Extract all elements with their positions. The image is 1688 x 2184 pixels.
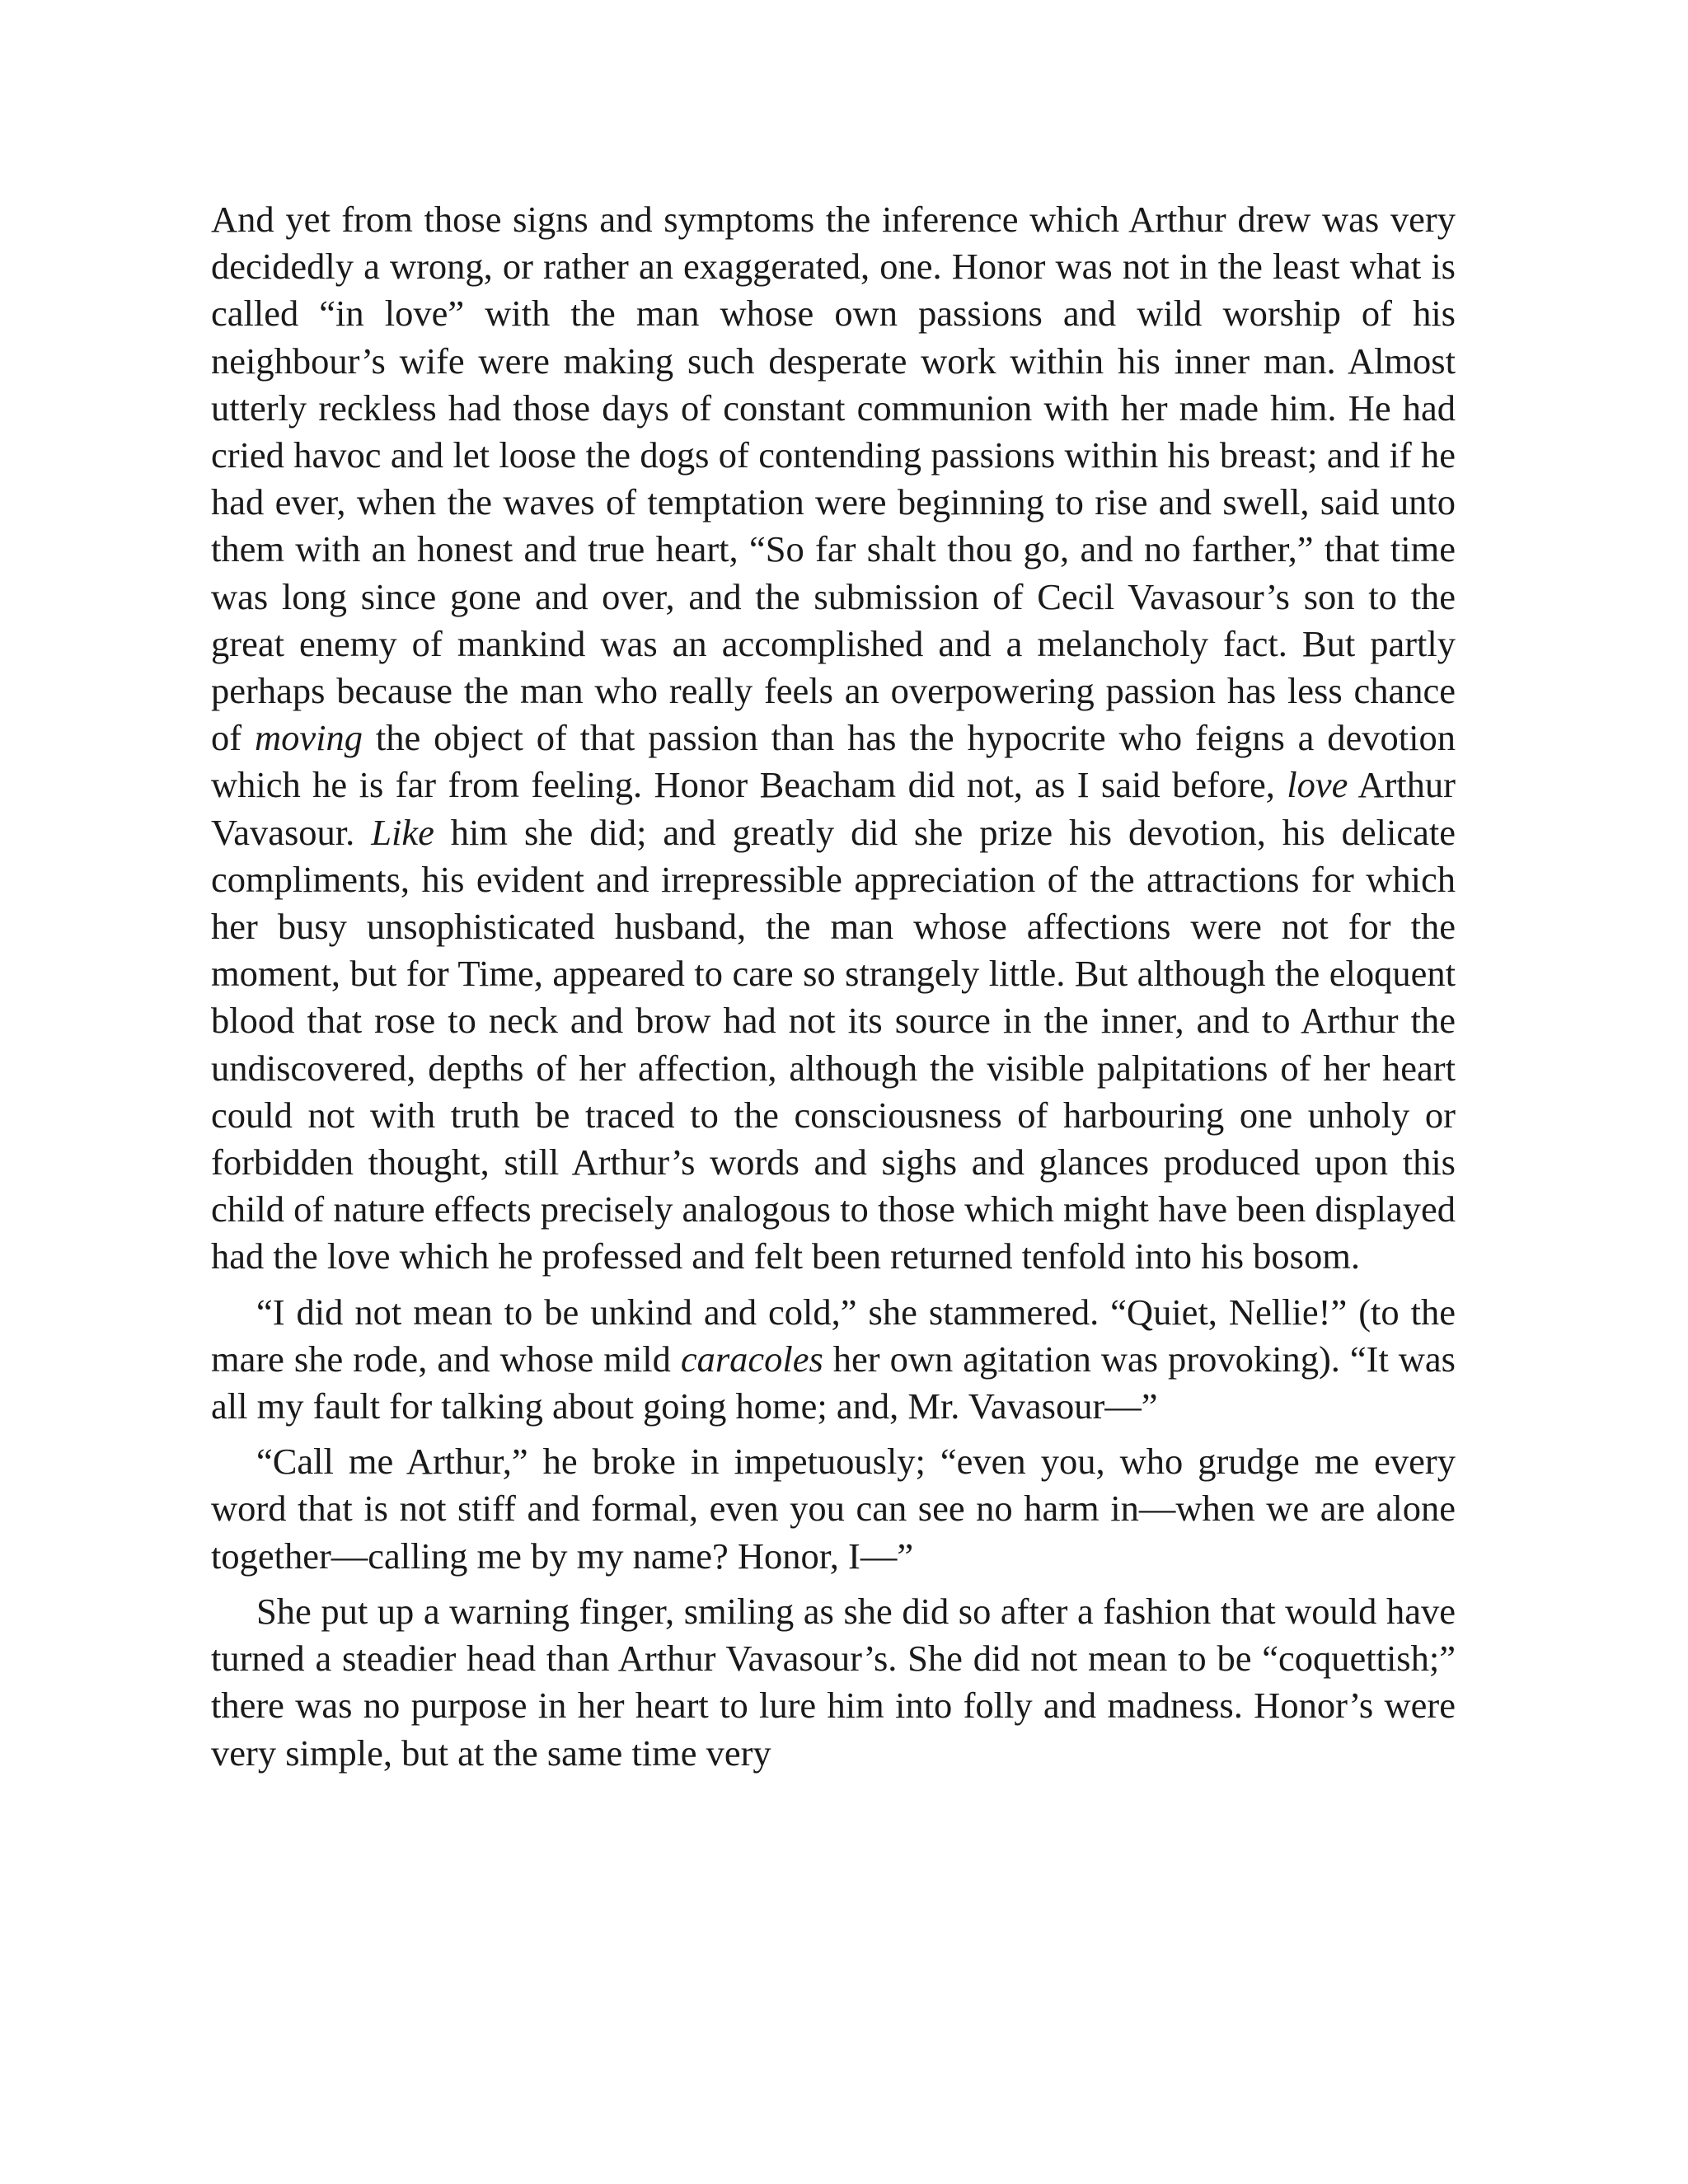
- paragraph-1: [211, 196, 1456, 1281]
- italic-text-segment: moving: [254, 717, 363, 759]
- paragraph-3: [211, 1438, 1456, 1580]
- paragraph-4: [211, 1588, 1456, 1777]
- text-segment: “Call me Arthur,” he broke in impetuously; “even you, who grudge me every word that is not stiff and formal, even you can see no harm in—when we are alone together—calling me by my name? Honor, I—”: [211, 1441, 1456, 1577]
- paragraph-2: [211, 1289, 1456, 1431]
- italic-text-segment: Like: [371, 811, 434, 853]
- text-segment: him she did; and greatly did she prize his devotion, his delicate compliments, his evident and irrepressible appreciation of the attractions for which her busy unsophisticated husband, the man whose affections were not for the moment, but for Time, appeared to care so strangely little. But although the eloquent blood that rose to neck and brow had not its source in the inner, and to Arthur the undiscovered, depths of her affection, although the visible palpitations of her heart could not with truth be traced to the consciousness of harbouring one unholy or forbidden thought, still Arthur’s words and sighs and glances produced upon this child of nature effects precisely analogous to those which might have been displayed had the love which he professed and felt been returned tenfold into his bosom.: [211, 811, 1456, 1277]
- text-segment: “I did not mean to be unkind and cold,” she stammered. “Quiet, Nellie!” (to the mare she rode, and whose mild: [211, 1291, 1456, 1380]
- text-segment: her own agitation was provoking). “It was all my fault for talking about going home; and, Mr. Vavasour—”: [211, 1338, 1456, 1427]
- text-segment: And yet from those signs and symptoms the inference which Arthur drew was very decidedly a wrong, or rather an exaggerated, one. Honor was not in the least what is called “in love” with the man whose own passions and wild worship of his neighbour’s wife were making such desperate work within his inner man. Almost utterly reckless had those days of constant communion with her made him. He had cried havoc and let loose the dogs of contending passions within his breast; and if he had ever, when the waves of temptation were beginning to rise and swell, said unto them with an honest and true heart, “So far shalt thou go, and no farther,” that time was long since gone and over, and the submission of Cecil Vavasour’s son to the great enemy of mankind was an accomplished and a melancholy fact. But partly perhaps because the man who really feels an overpowering passion has less chance of: [211, 199, 1456, 759]
- book-page: [211, 196, 1456, 1777]
- italic-text-segment: caracoles: [680, 1338, 823, 1380]
- text-segment: She put up a warning finger, smiling as she did so after a fashion that would have turned a steadier head than Arthur Vavasour’s. She did not mean to be “coquettish;” there was no purpose in her heart to lure him into folly and madness. Honor’s were very simple, but at the same time very: [211, 1590, 1456, 1774]
- text-segment: the object of that passion than has the hypocrite who feigns a devotion which he is far from feeling. Honor Beacham did not, as I said before,: [211, 717, 1456, 806]
- italic-text-segment: love: [1287, 764, 1348, 806]
- text-segment: Arthur Vavasour.: [211, 764, 1456, 853]
